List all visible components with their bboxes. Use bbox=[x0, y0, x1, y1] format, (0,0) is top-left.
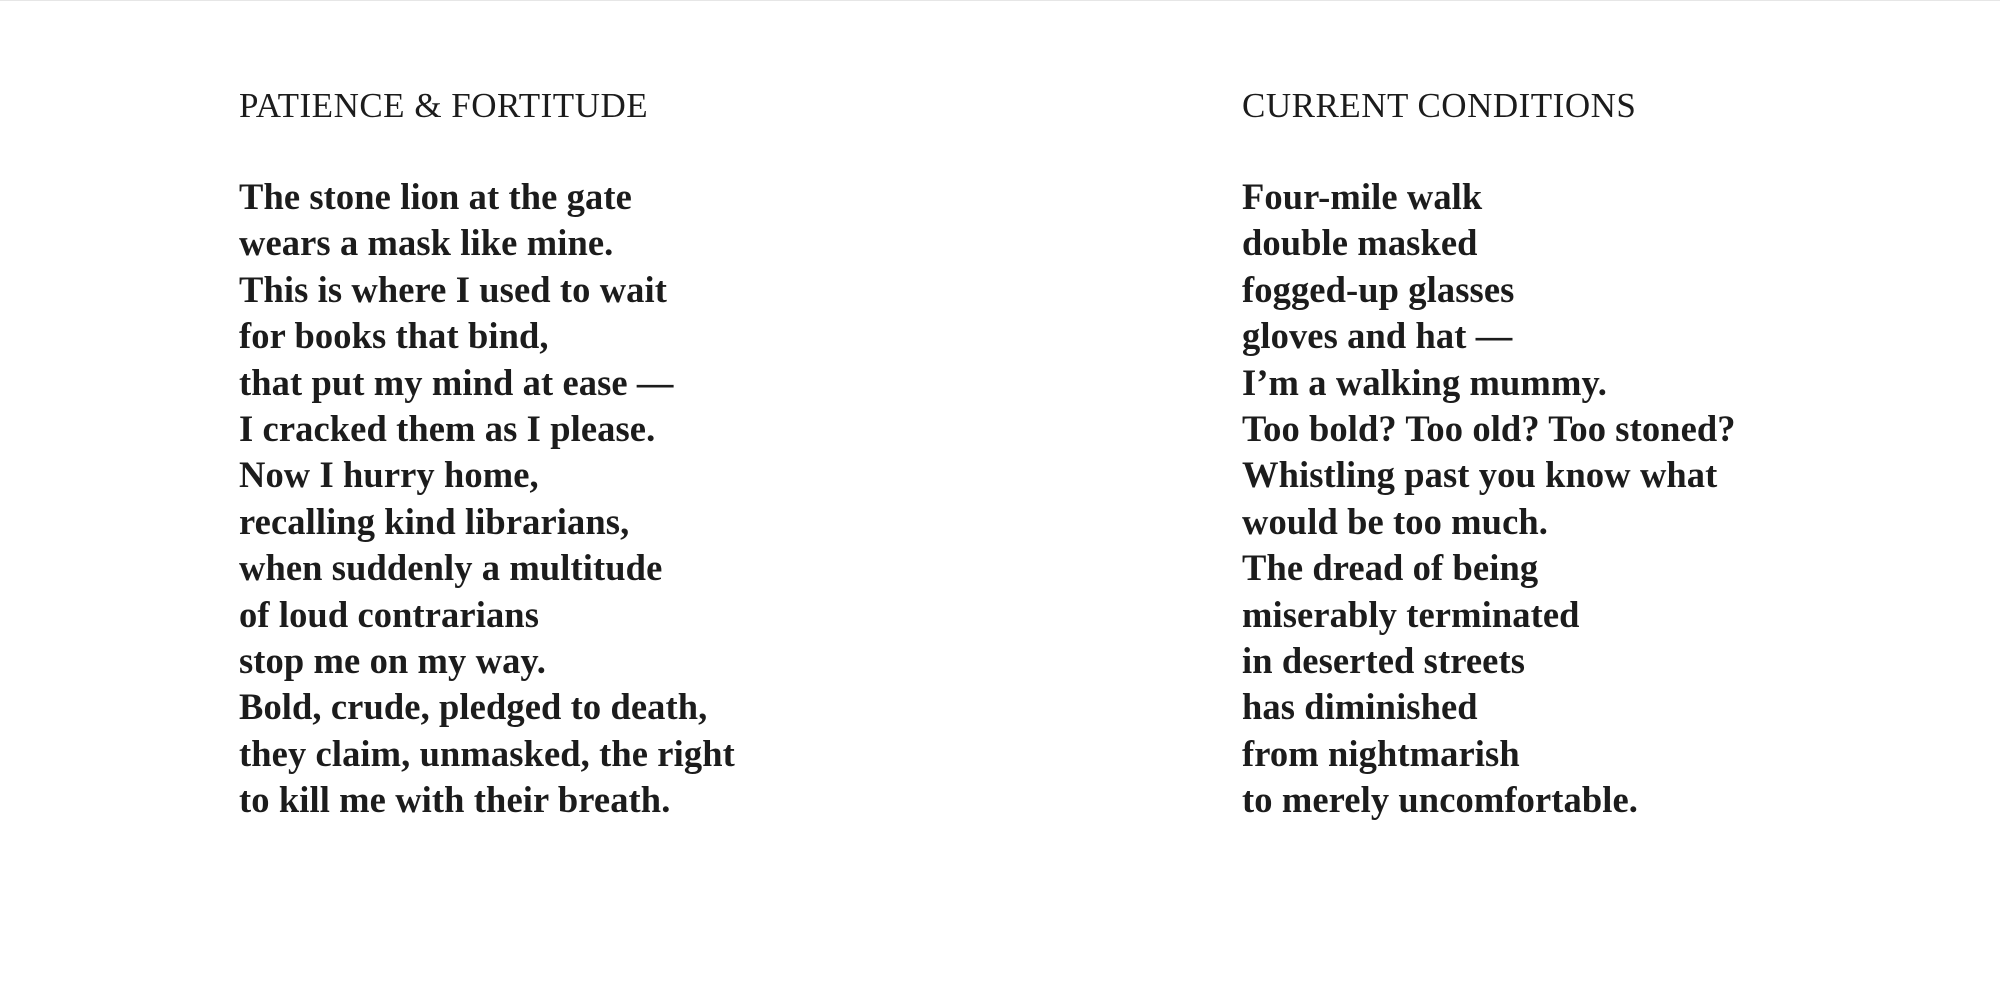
poem-line: miserably terminated bbox=[1242, 593, 1580, 635]
poem-line: gloves and hat — bbox=[1242, 315, 1513, 357]
poem-title: CURRENT CONDITIONS bbox=[1242, 86, 1637, 125]
poem-line: Bold, crude, pledged to death, bbox=[239, 686, 708, 728]
poem-line: I cracked them as I please. bbox=[239, 407, 656, 449]
poem-line: wears a mask like mine. bbox=[239, 222, 614, 264]
poem-body bbox=[239, 174, 999, 823]
poem-current-conditions bbox=[1242, 84, 2000, 823]
poem-line: for books that bind, bbox=[239, 315, 549, 357]
poem-line: when suddenly a multitude bbox=[239, 547, 663, 589]
poem-line: to merely uncomfortable. bbox=[1242, 779, 1639, 821]
poem-line: in deserted streets bbox=[1242, 639, 1526, 681]
poem-line: from nightmarish bbox=[1242, 732, 1520, 774]
poem-title: PATIENCE & FORTITUDE bbox=[239, 86, 649, 125]
poem-line: has diminished bbox=[1242, 686, 1478, 728]
poem-line: stop me on my way. bbox=[239, 639, 546, 681]
poem-line: of loud contrarians bbox=[239, 593, 539, 635]
poem-line: I’m a walking mummy. bbox=[1242, 361, 1608, 403]
poem-line: The dread of being bbox=[1242, 547, 1539, 589]
poem-line: The stone lion at the gate bbox=[239, 176, 632, 217]
poem-line: This is where I used to wait bbox=[239, 268, 668, 310]
poem-patience-and-fortitude bbox=[239, 84, 999, 823]
top-divider bbox=[0, 0, 2000, 1]
poem-body bbox=[1242, 174, 2000, 823]
poem-line: they claim, unmasked, the right bbox=[239, 732, 735, 774]
poem-line: fogged-up glasses bbox=[1242, 268, 1515, 310]
poem-line: to kill me with their breath. bbox=[239, 779, 671, 821]
poem-line: Too bold? Too old? Too stoned? bbox=[1242, 407, 1736, 449]
poem-line: recalling kind librarians, bbox=[239, 500, 630, 542]
poem-line: Now I hurry home, bbox=[239, 454, 539, 496]
poem-line: double masked bbox=[1242, 222, 1478, 264]
poem-line: Four-mile walk bbox=[1242, 176, 1483, 217]
poem-line: would be too much. bbox=[1242, 500, 1549, 542]
poem-line: that put my mind at ease — bbox=[239, 361, 674, 403]
poem-line: Whistling past you know what bbox=[1242, 454, 1718, 496]
